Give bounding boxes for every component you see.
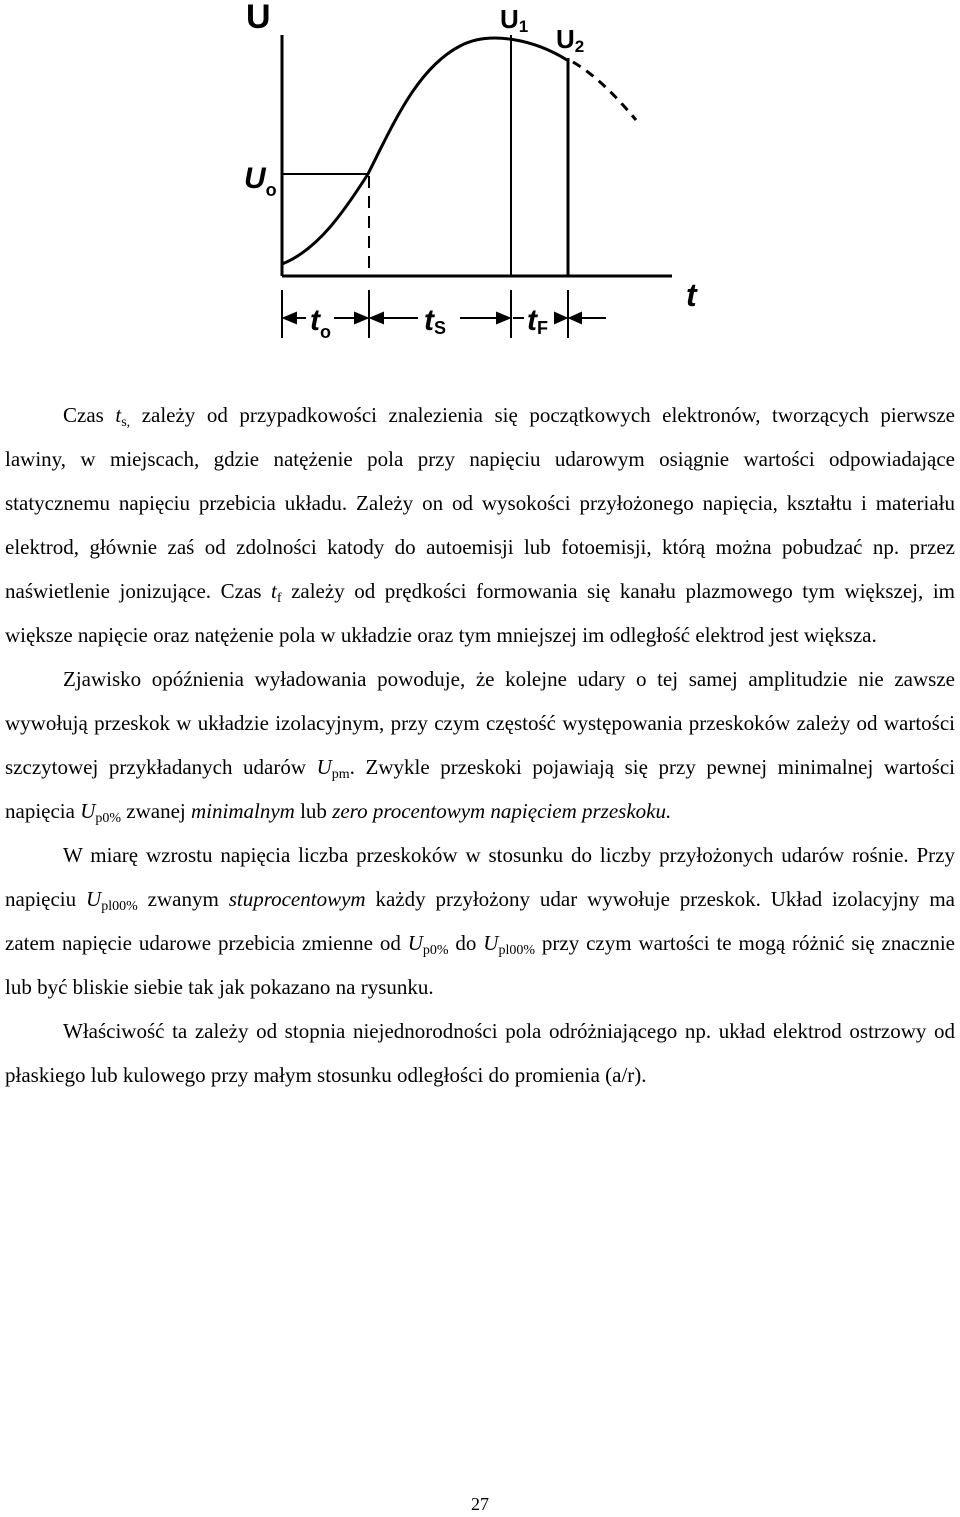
voltage-curve [282, 38, 567, 264]
label-to: $t_o$ [310, 304, 331, 342]
label-u1: U1 [500, 4, 529, 36]
label-tf: tF [527, 304, 548, 338]
voltage-time-figure [0, 0, 960, 350]
voltage-curve-dashed [573, 62, 636, 120]
paragraph-3: W miarę wzrostu napięcia liczba przeskoków w stosunku do liczby przyłożonych udarów rośnie. Przy napięciu $U_{pl00\%}$ zwanym stuprocentowym każdy przyłożony udar wywołuje przeskok. Układ izolacyjny ma zatem napięcie udarowe przebicia zmienne od $U_{p0\%}$ do $U_{pl00\%}$ przy czym wartości te mogą różnić się znacznie lub być bliskie siebie tak jak pokazano na rysunku. [5, 843, 955, 999]
axis-label-u: U [246, 0, 271, 36]
page-number: 27 [471, 1494, 489, 1514]
paragraph-2: Zjawisko opóźnienia wyładowania powoduje, że kolejne udary o tej samej amplitudzie nie zawsze wywołują przeskok w układzie izolacyjnym, przy czym częstość występowania przeskoków zależy od wartości szczytowej przykładanych udarów $U_{pm}$. Zwykle przeskoki pojawiają się przy pewnej minimalnej wartości napięcia $U_{p0\%}$ zwanej minimalnym lub zero procentowym napięciem przeskoku. [5, 667, 955, 826]
body-text [5, 393, 955, 1097]
label-u2: U2 [556, 24, 585, 56]
label-ts: tS [424, 304, 447, 338]
paragraph-4: Właściwość ta zależy od stopnia niejednorodności pola odróżniającego np. układ elektrod ostrzowy od płaskiego lub kulowego przy małym stosunku odległości do promienia (a/r). [5, 1019, 955, 1087]
axis-label-t: t [686, 277, 697, 313]
label-u0: $U_o$ [244, 162, 277, 200]
paragraph-1: Czas $t_{s,}$ zależy od przypadkowości znalezienia się początkowych elektronów, tworzących pierwsze lawiny, w miejscach, gdzie natężenie pola przy napięciu udarowym osiągnie wartości odpowiadające statycznemu napięciu przebicia układu. Zależy on od wysokości przyłożonego napięcia, kształtu i materiału elektrod, głównie zaś od zdolności katody do autoemisji lub fotoemisji, którą można pobudzać np. przez naświetlenie jonizujące. Czas $t_f$ zależy od prędkości formowania się kanału plazmowego tym większej, im większe napięcie oraz natężenie pola w układzie oraz tym mniejszej im odległość elektrod jest większa. [5, 403, 955, 647]
